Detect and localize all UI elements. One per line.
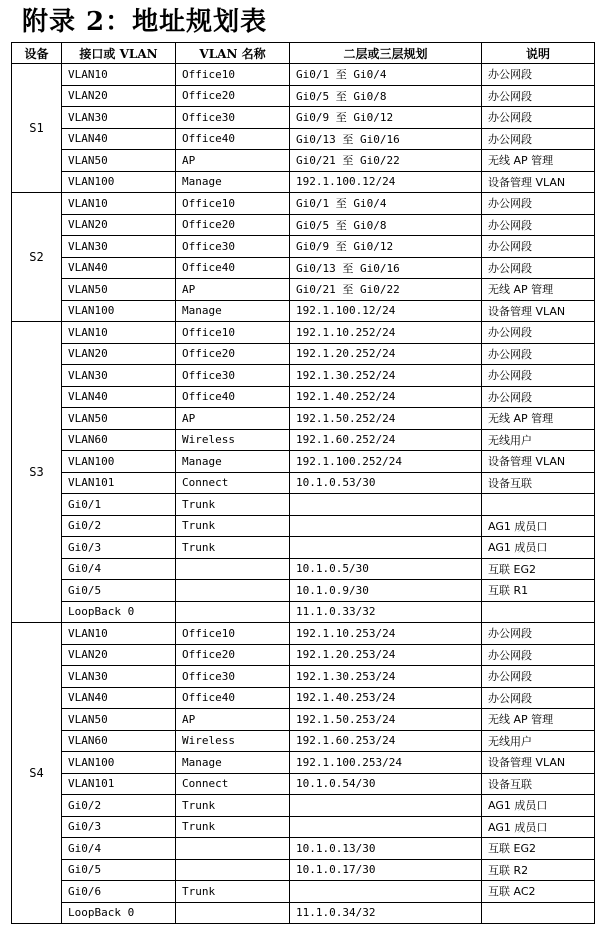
table-row xyxy=(12,601,595,623)
plan-cell: Gi0/21 至 Gi0/22 xyxy=(290,279,482,301)
table-row xyxy=(12,687,595,709)
plan-cell: 10.1.0.5/30 xyxy=(290,558,482,580)
plan-cell: 11.1.0.33/32 xyxy=(290,601,482,623)
plan-cell: Gi0/5 至 Gi0/8 xyxy=(290,85,482,107)
vlan-name-cell: Trunk xyxy=(176,537,290,559)
table-row xyxy=(12,386,595,408)
note-cell: 无线 AP 管理 xyxy=(482,709,595,731)
interface-cell: VLAN50 xyxy=(62,709,176,731)
interface-cell: VLAN30 xyxy=(62,666,176,688)
note-cell: 互联 EG2 xyxy=(482,838,595,860)
vlan-name-cell: AP xyxy=(176,709,290,731)
interface-cell: VLAN60 xyxy=(62,730,176,752)
vlan-name-cell: Office40 xyxy=(176,257,290,279)
device-cell: S3 xyxy=(12,322,62,623)
note-cell: 办公网段 xyxy=(482,214,595,236)
note-cell: AG1 成员口 xyxy=(482,816,595,838)
note-cell: 办公网段 xyxy=(482,386,595,408)
table-row xyxy=(12,537,595,559)
interface-cell: Gi0/5 xyxy=(62,859,176,881)
note-cell: 无线用户 xyxy=(482,429,595,451)
note-cell: 互联 AC2 xyxy=(482,881,595,903)
table-row xyxy=(12,859,595,881)
table-row xyxy=(12,902,595,924)
vlan-name-cell: Office40 xyxy=(176,386,290,408)
interface-cell: VLAN10 xyxy=(62,193,176,215)
plan-cell xyxy=(290,881,482,903)
note-cell: 互联 R1 xyxy=(482,580,595,602)
plan-cell xyxy=(290,795,482,817)
note-cell: 办公网段 xyxy=(482,64,595,86)
interface-cell: Gi0/6 xyxy=(62,881,176,903)
table-row xyxy=(12,85,595,107)
interface-cell: Gi0/4 xyxy=(62,558,176,580)
address-plan-table xyxy=(11,42,595,924)
plan-cell: 10.1.0.54/30 xyxy=(290,773,482,795)
vlan-name-cell: Office30 xyxy=(176,107,290,129)
interface-cell: Gi0/3 xyxy=(62,816,176,838)
interface-cell: VLAN100 xyxy=(62,171,176,193)
interface-cell: Gi0/2 xyxy=(62,515,176,537)
interface-cell: VLAN50 xyxy=(62,150,176,172)
note-cell: 无线 AP 管理 xyxy=(482,408,595,430)
table-row xyxy=(12,752,595,774)
table-row xyxy=(12,322,595,344)
table-row xyxy=(12,881,595,903)
plan-cell: 192.1.40.253/24 xyxy=(290,687,482,709)
vlan-name-cell: Office10 xyxy=(176,623,290,645)
plan-cell: 192.1.100.252/24 xyxy=(290,451,482,473)
plan-cell: 192.1.20.253/24 xyxy=(290,644,482,666)
plan-cell: 192.1.50.252/24 xyxy=(290,408,482,430)
note-cell: 办公网段 xyxy=(482,85,595,107)
vlan-name-cell: Trunk xyxy=(176,881,290,903)
table-row xyxy=(12,279,595,301)
interface-cell: VLAN10 xyxy=(62,623,176,645)
interface-cell: VLAN40 xyxy=(62,687,176,709)
plan-cell: 192.1.10.253/24 xyxy=(290,623,482,645)
plan-cell: 192.1.20.252/24 xyxy=(290,343,482,365)
vlan-name-cell: Trunk xyxy=(176,515,290,537)
vlan-name-cell: Connect xyxy=(176,472,290,494)
vlan-name-cell: Office20 xyxy=(176,214,290,236)
plan-cell: Gi0/13 至 Gi0/16 xyxy=(290,128,482,150)
vlan-name-cell: Wireless xyxy=(176,730,290,752)
plan-cell: 192.1.40.252/24 xyxy=(290,386,482,408)
vlan-name-cell: AP xyxy=(176,150,290,172)
plan-cell: 192.1.100.253/24 xyxy=(290,752,482,774)
plan-cell xyxy=(290,515,482,537)
vlan-name-cell: Office20 xyxy=(176,343,290,365)
table-body xyxy=(12,64,595,924)
vlan-name-cell: Office40 xyxy=(176,128,290,150)
vlan-name-cell: Manage xyxy=(176,451,290,473)
interface-cell: VLAN101 xyxy=(62,472,176,494)
note-cell: 互联 R2 xyxy=(482,859,595,881)
vlan-name-cell: Manage xyxy=(176,752,290,774)
vlan-name-cell: Trunk xyxy=(176,816,290,838)
table-row xyxy=(12,666,595,688)
interface-cell: LoopBack 0 xyxy=(62,902,176,924)
table-row xyxy=(12,623,595,645)
table-row xyxy=(12,408,595,430)
note-cell: 办公网段 xyxy=(482,193,595,215)
plan-cell: Gi0/21 至 Gi0/22 xyxy=(290,150,482,172)
interface-cell: VLAN20 xyxy=(62,644,176,666)
vlan-name-cell: Office30 xyxy=(176,666,290,688)
plan-cell: 10.1.0.17/30 xyxy=(290,859,482,881)
plan-cell: 11.1.0.34/32 xyxy=(290,902,482,924)
table-row xyxy=(12,300,595,322)
note-cell: 互联 EG2 xyxy=(482,558,595,580)
interface-cell: VLAN100 xyxy=(62,451,176,473)
vlan-name-cell: Office30 xyxy=(176,365,290,387)
interface-cell: VLAN30 xyxy=(62,107,176,129)
column-header-interface: 接口或 VLAN xyxy=(62,43,176,64)
table-row xyxy=(12,580,595,602)
table-row xyxy=(12,128,595,150)
note-cell: AG1 成员口 xyxy=(482,537,595,559)
interface-cell: VLAN50 xyxy=(62,279,176,301)
note-cell xyxy=(482,494,595,516)
vlan-name-cell: Office10 xyxy=(176,64,290,86)
vlan-name-cell xyxy=(176,558,290,580)
interface-cell: Gi0/4 xyxy=(62,838,176,860)
interface-cell: LoopBack 0 xyxy=(62,601,176,623)
plan-cell xyxy=(290,537,482,559)
interface-cell: VLAN30 xyxy=(62,365,176,387)
vlan-name-cell: AP xyxy=(176,408,290,430)
table-row xyxy=(12,558,595,580)
table-row xyxy=(12,816,595,838)
table-row xyxy=(12,365,595,387)
interface-cell: VLAN40 xyxy=(62,128,176,150)
vlan-name-cell: Office40 xyxy=(176,687,290,709)
interface-cell: VLAN60 xyxy=(62,429,176,451)
table-row xyxy=(12,429,595,451)
plan-cell: 192.1.60.253/24 xyxy=(290,730,482,752)
note-cell: 办公网段 xyxy=(482,623,595,645)
table-row xyxy=(12,343,595,365)
note-cell: 设备管理 VLAN xyxy=(482,300,595,322)
interface-cell: VLAN50 xyxy=(62,408,176,430)
column-header-device: 设备 xyxy=(12,43,62,64)
plan-cell: 192.1.10.252/24 xyxy=(290,322,482,344)
table-row xyxy=(12,838,595,860)
table-row xyxy=(12,214,595,236)
interface-cell: Gi0/2 xyxy=(62,795,176,817)
device-cell: S1 xyxy=(12,64,62,193)
plan-cell: 10.1.0.53/30 xyxy=(290,472,482,494)
note-cell: 办公网段 xyxy=(482,365,595,387)
plan-cell: 192.1.50.253/24 xyxy=(290,709,482,731)
table-row xyxy=(12,171,595,193)
plan-cell: 192.1.100.12/24 xyxy=(290,300,482,322)
header-row xyxy=(12,43,595,64)
table-row xyxy=(12,64,595,86)
plan-cell xyxy=(290,816,482,838)
vlan-name-cell xyxy=(176,601,290,623)
plan-cell: 192.1.30.252/24 xyxy=(290,365,482,387)
vlan-name-cell: Trunk xyxy=(176,494,290,516)
note-cell: 无线用户 xyxy=(482,730,595,752)
table-row xyxy=(12,709,595,731)
vlan-name-cell xyxy=(176,580,290,602)
interface-cell: VLAN100 xyxy=(62,752,176,774)
vlan-name-cell: Manage xyxy=(176,171,290,193)
interface-cell: VLAN101 xyxy=(62,773,176,795)
plan-cell: Gi0/1 至 Gi0/4 xyxy=(290,64,482,86)
vlan-name-cell: Office10 xyxy=(176,322,290,344)
interface-cell: VLAN30 xyxy=(62,236,176,258)
note-cell: 设备管理 VLAN xyxy=(482,171,595,193)
table-row xyxy=(12,730,595,752)
note-cell xyxy=(482,902,595,924)
table-row xyxy=(12,193,595,215)
interface-cell: VLAN40 xyxy=(62,386,176,408)
plan-cell: 192.1.100.12/24 xyxy=(290,171,482,193)
vlan-name-cell: AP xyxy=(176,279,290,301)
note-cell: 办公网段 xyxy=(482,236,595,258)
plan-cell: Gi0/5 至 Gi0/8 xyxy=(290,214,482,236)
vlan-name-cell xyxy=(176,859,290,881)
vlan-name-cell: Office20 xyxy=(176,85,290,107)
note-cell: 办公网段 xyxy=(482,666,595,688)
table-row xyxy=(12,494,595,516)
interface-cell: VLAN20 xyxy=(62,85,176,107)
vlan-name-cell: Wireless xyxy=(176,429,290,451)
vlan-name-cell xyxy=(176,838,290,860)
note-cell: 设备互联 xyxy=(482,773,595,795)
note-cell: 办公网段 xyxy=(482,107,595,129)
note-cell xyxy=(482,601,595,623)
table-row xyxy=(12,451,595,473)
interface-cell: Gi0/1 xyxy=(62,494,176,516)
column-header-plan: 二层或三层规划 xyxy=(290,43,482,64)
vlan-name-cell: Office30 xyxy=(176,236,290,258)
note-cell: 办公网段 xyxy=(482,687,595,709)
interface-cell: VLAN10 xyxy=(62,322,176,344)
note-cell: 办公网段 xyxy=(482,644,595,666)
note-cell: 设备管理 VLAN xyxy=(482,451,595,473)
table-row xyxy=(12,515,595,537)
note-cell: 设备管理 VLAN xyxy=(482,752,595,774)
interface-cell: VLAN20 xyxy=(62,343,176,365)
table-row xyxy=(12,107,595,129)
plan-cell: 10.1.0.9/30 xyxy=(290,580,482,602)
plan-cell: Gi0/9 至 Gi0/12 xyxy=(290,236,482,258)
interface-cell: VLAN40 xyxy=(62,257,176,279)
table-row xyxy=(12,795,595,817)
interface-cell: Gi0/5 xyxy=(62,580,176,602)
note-cell: 办公网段 xyxy=(482,343,595,365)
plan-cell: 192.1.60.252/24 xyxy=(290,429,482,451)
note-cell: 办公网段 xyxy=(482,322,595,344)
table-row xyxy=(12,472,595,494)
column-header-vlan-name: VLAN 名称 xyxy=(176,43,290,64)
plan-cell: Gi0/1 至 Gi0/4 xyxy=(290,193,482,215)
vlan-name-cell: Office10 xyxy=(176,193,290,215)
table-row xyxy=(12,257,595,279)
note-cell: 设备互联 xyxy=(482,472,595,494)
table-row xyxy=(12,773,595,795)
interface-cell: VLAN20 xyxy=(62,214,176,236)
note-cell: AG1 成员口 xyxy=(482,515,595,537)
plan-cell: 10.1.0.13/30 xyxy=(290,838,482,860)
vlan-name-cell: Manage xyxy=(176,300,290,322)
table-row xyxy=(12,236,595,258)
interface-cell: Gi0/3 xyxy=(62,537,176,559)
interface-cell: VLAN100 xyxy=(62,300,176,322)
vlan-name-cell: Office20 xyxy=(176,644,290,666)
note-cell: 无线 AP 管理 xyxy=(482,150,595,172)
interface-cell: VLAN10 xyxy=(62,64,176,86)
vlan-name-cell xyxy=(176,902,290,924)
vlan-name-cell: Connect xyxy=(176,773,290,795)
plan-cell: Gi0/13 至 Gi0/16 xyxy=(290,257,482,279)
column-header-note: 说明 xyxy=(482,43,595,64)
plan-cell xyxy=(290,494,482,516)
note-cell: AG1 成员口 xyxy=(482,795,595,817)
table-row xyxy=(12,644,595,666)
plan-cell: 192.1.30.253/24 xyxy=(290,666,482,688)
device-cell: S2 xyxy=(12,193,62,322)
note-cell: 无线 AP 管理 xyxy=(482,279,595,301)
page-title: 附录 2：地址规划表 xyxy=(22,7,268,37)
note-cell: 办公网段 xyxy=(482,128,595,150)
device-cell: S4 xyxy=(12,623,62,924)
vlan-name-cell: Trunk xyxy=(176,795,290,817)
note-cell: 办公网段 xyxy=(482,257,595,279)
plan-cell: Gi0/9 至 Gi0/12 xyxy=(290,107,482,129)
table-row xyxy=(12,150,595,172)
